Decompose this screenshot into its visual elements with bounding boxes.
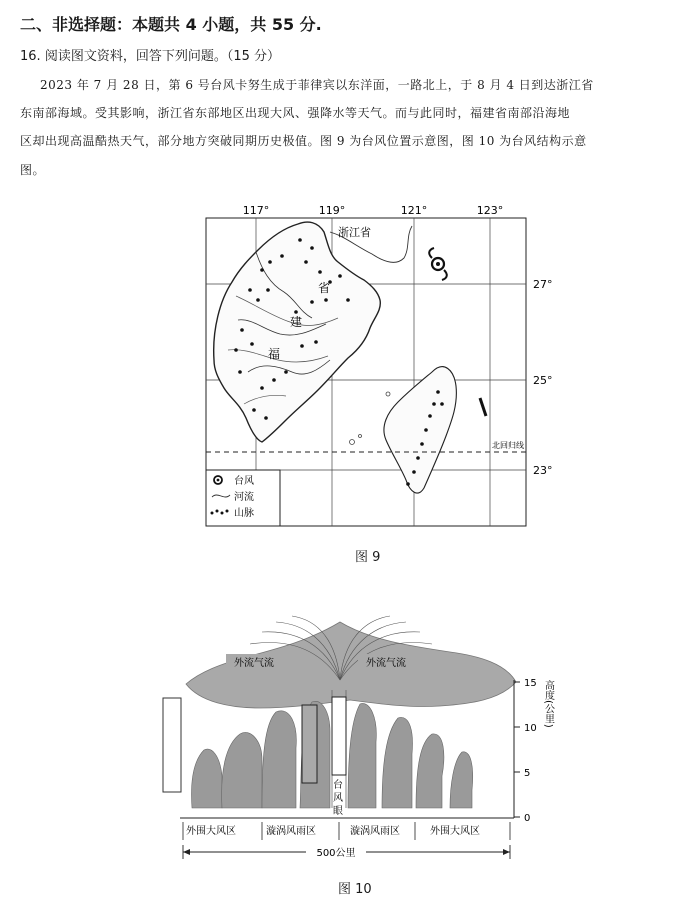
lat-label-27: 27° (533, 278, 553, 291)
fujian-char-3: 福 (268, 347, 281, 361)
zhejiang-label: 浙江省 (338, 226, 371, 239)
paragraph-line-3: 区却出现高温酷热天气，部分地方突破同期历史极值。图 9 为台风位置示意图，图 10 为台风结构示意 (20, 134, 587, 148)
zone-label-4: 外围大风区 (430, 826, 480, 837)
legend-typhoon-label: 台风 (234, 476, 254, 487)
scale-arrow-right (503, 849, 510, 855)
paragraph-line-4: 图。 (20, 163, 46, 177)
paragraph-line-2: 东南部海域。受其影响，浙江省东部地区出现大风、强降水等天气。而与此同时，福建省南部沿海地 (20, 106, 571, 120)
eye-char-2: 风 (333, 793, 343, 804)
outflow-label-right: 外流气流 (366, 658, 406, 669)
height-tick-10: 10 (524, 723, 537, 734)
height-tick-5: 5 (524, 768, 531, 779)
legend-river-label: 河流 (234, 492, 254, 503)
fujian-char-1: 省 (318, 281, 331, 295)
height-tick-0: 0 (524, 813, 531, 824)
figure-9-caption: 图 9 (355, 550, 381, 565)
lon-label-117: 117° (242, 204, 270, 217)
region-box-outer (163, 698, 181, 792)
scale-arrow-left (183, 849, 190, 855)
eye-char-1: 台 (333, 780, 343, 791)
paragraph-line-1: 2023 年 7 月 28 日，第 6 号台风卡努生成于菲律宾以东洋面，一路北上，于 8 月 4 日到达浙江省 (40, 78, 594, 92)
height-axis-title: 高度(公里) (542, 680, 554, 728)
fujian-char-2: 建 (290, 315, 303, 329)
height-tick-15: 15 (524, 678, 537, 689)
tropic-label: 北回归线 (492, 441, 524, 450)
figure-10-caption: 图 10 (338, 882, 372, 897)
region-box-eyewall (302, 705, 317, 783)
lon-label-119: 119° (318, 204, 346, 217)
zone-label-3: 漩涡风雨区 (350, 826, 400, 837)
question-prompt: 阅读图文资料，回答下列问题。（15 分） (44, 49, 281, 64)
region-box-eye (332, 697, 346, 775)
legend-mountain-label: 山脉 (234, 508, 254, 519)
lon-label-123: 123° (476, 204, 504, 217)
lat-label-23: 23° (533, 464, 553, 477)
question-number: 16. (20, 49, 41, 64)
eye-char-3: 眼 (333, 806, 343, 817)
zone-label-2: 漩涡风雨区 (266, 826, 316, 837)
section-heading: 二、非选择题：本题共 4 小题，共 55 分. (20, 15, 322, 34)
height-axis-ticks (514, 682, 520, 817)
scale-label: 500公里 (316, 848, 356, 859)
zone-label-1: 外围大风区 (186, 826, 236, 837)
outflow-label-left: 外流气流 (234, 658, 274, 669)
lon-label-121: 121° (400, 204, 428, 217)
lat-label-25: 25° (533, 374, 553, 387)
